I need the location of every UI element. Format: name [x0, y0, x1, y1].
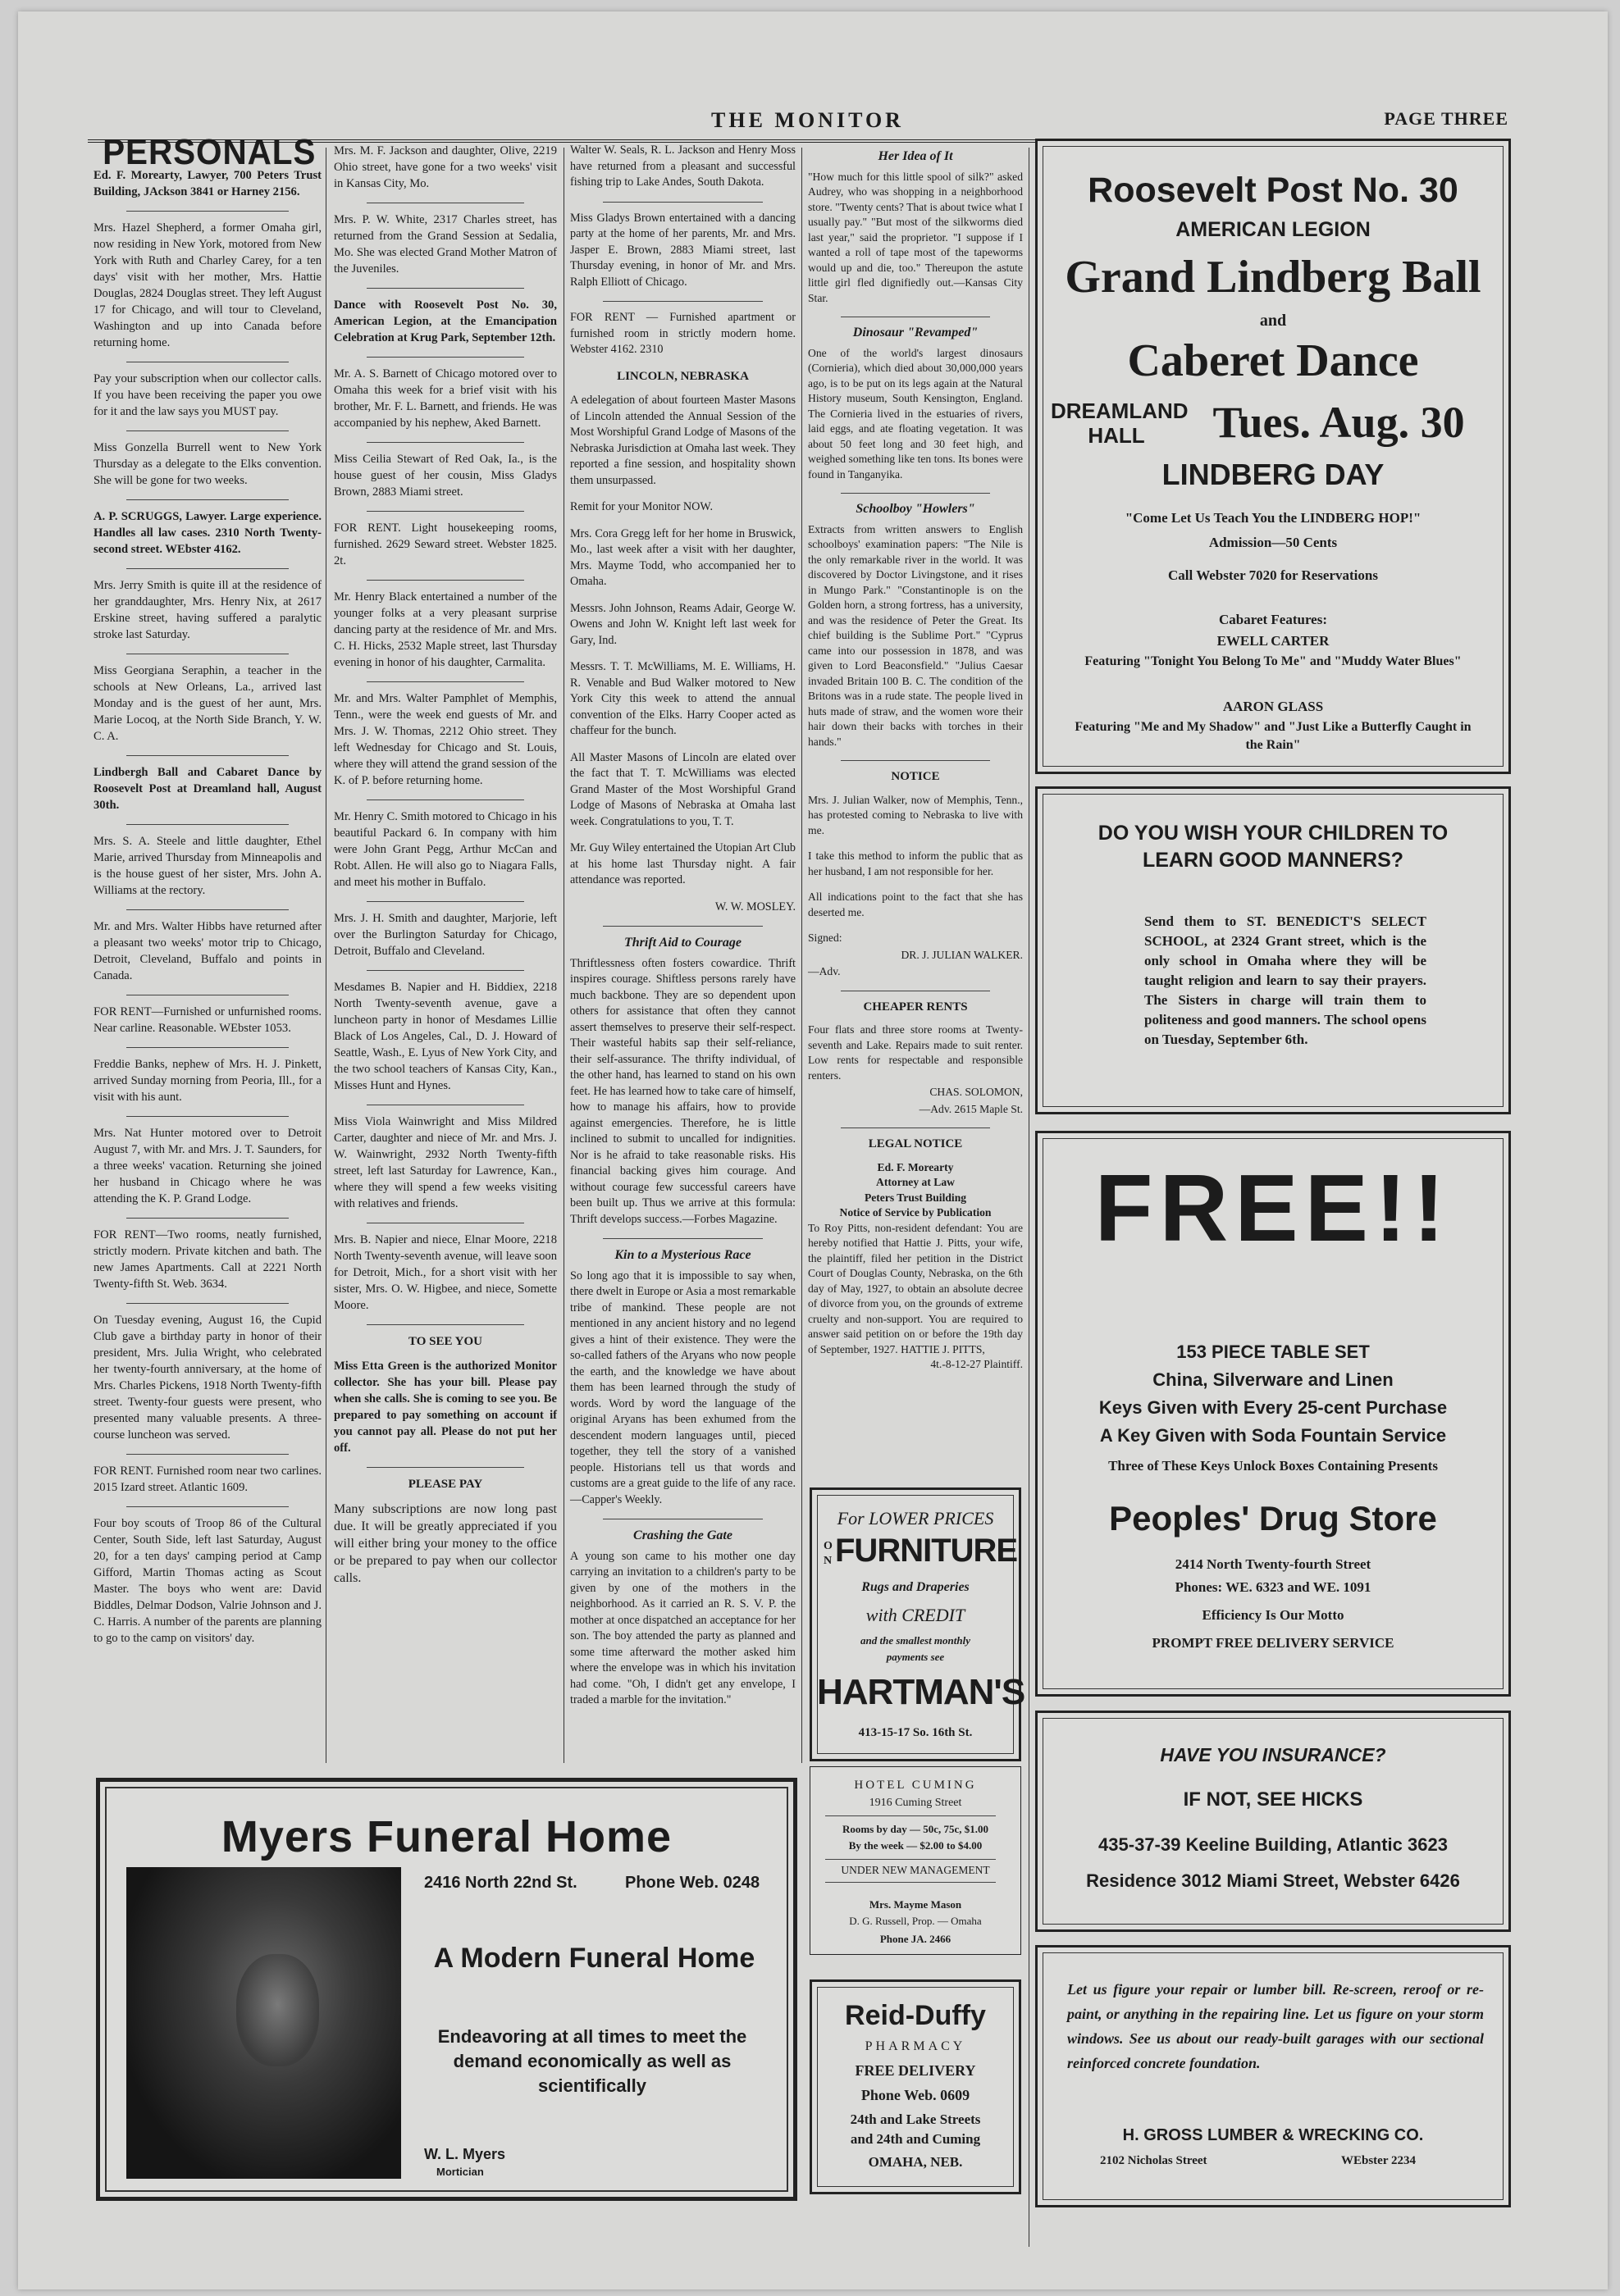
personal-item: Mesdames B. Napier and H. Biddiex, 2218 North Twenty-seventh avenue, gave a luncheon party in honor of Mesdames Lillie Black of Los Angeles, Cal., D. J. Howard of Seattle, Wash., E. Lyus of New York City, and the two school teachers of Kansas City, Kan., Misses Hunt and Hynes. [334, 981, 557, 1092]
personal-item: Freddie Banks, nephew of Mrs. H. J. Pinkett, arrived Sunday morning from Peoria, Ill., for a visit with his aunt. [94, 1058, 322, 1104]
section-divider [603, 1238, 763, 1239]
section-divider [603, 926, 763, 927]
rents-signature: CHAS. SOLOMON, [929, 1086, 1023, 1098]
reservations: Call Webster 7020 for Reservations [1168, 567, 1378, 583]
section-divider [126, 1454, 289, 1455]
page-number: PAGE THREE [1384, 108, 1508, 129]
hartman-name: HARTMAN'S [817, 1672, 1025, 1712]
reid-duffy-location1: 24th and Lake Streets [850, 2112, 981, 2127]
legal-line: Peters Trust Building [864, 1191, 967, 1204]
column-four [808, 143, 1023, 1383]
lincoln-item: Messrs. John Johnson, Reams Adair, George W. Owens and John W. Knight left last week for Gary, Ind. [570, 601, 796, 647]
crashing-heading: Crashing the Gate [633, 1528, 732, 1542]
section-divider [126, 1506, 289, 1507]
myers-modern: A Modern Funeral Home [433, 1943, 755, 1974]
personal-item: Miss Gonzella Burrell went to New York Thursday as a delegate to the Elks convention. She will be gone for two weeks. [94, 441, 322, 487]
newspaper-title: THE MONITOR [711, 108, 904, 132]
hotel-name: HOTEL CUMING [854, 1779, 977, 1792]
caberet-dance: Caberet Dance [1127, 335, 1419, 386]
cabaret-features: Cabaret Features: [1218, 612, 1328, 627]
personal-item: FOR RENT—Furnished or unfurnished rooms. Near carline. Reasonable. WEbster 1053. [94, 1005, 322, 1035]
newspaper-page [18, 11, 1608, 2289]
personal-item: FOR RENT — Furnished apartment or furnished room in strictly modern home. Webster 4162. 2310 [570, 311, 796, 356]
lincoln-item: Mrs. Cora Gregg left for her home in Bruswick, Mo., last week after a visit with her daughter, Mrs. Mayme Todd, who accompanied her to Omaha. [570, 526, 796, 588]
myers-title: Myers Funeral Home [221, 1812, 673, 1861]
kin-text: So long ago that it is impossible to say when, there dwelt in Europe or Asia a most remarkable tribe of mankind. These people are not mentioned in any ancient history and no legend gives a hint of their existence. They were the so-called fathers of the Aryans who now people the earth, and the knowledge we have about them has been learned through the study of words. Word by word the language of the original Aryans has been exhumed from the descendent modern languages until, pieced together, they tell the story of a vanished people. Historians tell us that words and customs are a great guide to the life of any race.—Capper's Weekly. [570, 1269, 796, 1506]
personal-item: Mr. A. S. Barnett of Chicago motored over to Omaha this week for a brief visit with his brother, Mr. F. L. Barnett, and friends. He was accompanied by his nephew, Aked Barnett. [334, 367, 557, 430]
notice-item: Mrs. J. Julian Walker, now of Memphis, Tenn., has protested coming to Nebraska to live with me. [808, 793, 1023, 836]
roosevelt-post-title: Roosevelt Post No. 30 [1088, 171, 1458, 210]
dinosaur-text: One of the world's largest dinosaurs (Cornieria), which died about 30,000,000 years ago, is to be put on its legs again at the Natural History museum, South Kensington, England. The Cornieria lived in the estuaries of rivers, laid eggs, and ate floating vegetation. It was about 50 feet long and 30 feet high, and weighed something like ten tons. Its bones were found in Tanganyika. [808, 346, 1023, 481]
personal-item: Ed. F. Morearty, Lawyer, 700 Peters Trust Building, JAckson 3841 or Harney 2156. [94, 169, 322, 198]
notice-signature: DR. J. JULIAN WALKER. [901, 948, 1023, 961]
schoolboy-text: Extracts from written answers to English schoolboys' examination papers: "The Nile is the only remarkable river in the world. It was discovered by Doctor Livingstone, and it rises in Mungo Park." "Constantinople is on the Golden horn, a strong fortress, has a university, and was the residence of Peter the Great. Its chief building is the Sublime Port." "Cyprus came into our possession in 1878, and was given to Lord Beaconsfield." "Julius Caesar invaded Britain 100 B. C. The condition of the Britons was in a rude state. The people lived in huts made of straw, and the women wore their hair down their backs with torches in their hands." [808, 522, 1023, 748]
hotel-rule [825, 1815, 996, 1816]
section-divider [126, 1303, 289, 1304]
section-divider [367, 442, 524, 443]
personal-item: Dance with Roosevelt Post No. 30, American Legion, at the Emancipation Celebration at Krug Park, September 12th. [334, 298, 557, 344]
reid-duffy-city: OMAHA, NEB. [868, 2154, 963, 2170]
section-divider [126, 211, 289, 212]
section-divider [126, 499, 289, 500]
hotel-management: UNDER NEW MANAGEMENT [841, 1864, 990, 1876]
section-divider [367, 357, 524, 358]
hotel-address: 1916 Cuming Street [869, 1797, 962, 1809]
hotel-phone: Phone JA. 2466 [879, 1933, 951, 1945]
section-divider [126, 824, 289, 825]
section-divider [367, 511, 524, 512]
personal-item: Mrs. M. F. Jackson and daughter, Olive, 2219 Ohio street, have gone for a two weeks' visit in Kansas City, Mo. [334, 144, 557, 190]
personal-item: Miss Ceilia Stewart of Red Oak, Ia., is the house guest of her cousin, Miss Gladys Brown, 2883 Miami street. [334, 453, 557, 499]
free-headline: FREE!! [1094, 1155, 1452, 1261]
performer-2: AARON GLASS [1222, 699, 1324, 714]
section-divider [126, 430, 289, 431]
lumber-address: 2102 Nicholas Street [1100, 2154, 1207, 2167]
section-divider [126, 755, 289, 756]
kin-heading: Kin to a Mysterious Race [614, 1248, 751, 1262]
admission: Admission—50 Cents [1208, 535, 1338, 550]
myers-mortician-role: Mortician [436, 2166, 484, 2178]
personal-item: Mrs. P. W. White, 2317 Charles street, has returned from the Grand Session at Sedalia, Mo. She was elected Grand Mother Matron of the Juveniles. [334, 213, 557, 276]
lumber-phone: WEbster 2234 [1341, 2154, 1416, 2167]
her-idea-text: "How much for this little spool of silk?" asked Audrey, who was shopping in a neighborhood store. "Twenty cents? That is about twice what I usually pay." "But most of the silkworms died last year," said the proprietor. "I suppose if I wanted a roll of tape most of the tapeworms would up and die, too." Thereupon the astute little girl fled dignifiedly out.—Kansas City Star. [808, 170, 1023, 304]
hartman-rugs: Rugs and Draperies [861, 1580, 970, 1594]
personal-item: Mr. and Mrs. Walter Hibbs have returned after a pleasant two weeks' motor trip to Chicago, Detroit, Cleveland, Buffalo and points in Canada. [94, 920, 322, 982]
notice-item: All indications point to the fact that she has deserted me. [808, 891, 1023, 918]
roosevelt-post-ad [1035, 139, 1511, 774]
myers-funeral-home-ad [96, 1778, 797, 2201]
section-divider [603, 301, 763, 302]
insurance-office: 435-37-39 Keeline Building, Atlantic 3623 [1098, 1834, 1448, 1855]
china-silverware: China, Silverware and Linen [1152, 1369, 1394, 1390]
section-divider [367, 580, 524, 581]
dreamland: DREAMLAND [1051, 399, 1189, 423]
grand-lindberg-ball: Grand Lindberg Ball [1065, 252, 1481, 303]
hartman-on: ON [824, 1540, 833, 1567]
section-divider [367, 1467, 524, 1468]
hotel-cuming-ad [810, 1766, 1021, 1955]
legal-end: 4t.-8-12-27 Plaintiff. [930, 1358, 1023, 1370]
hotel-rule [825, 1882, 996, 1883]
hotel-rate-day: Rooms by day — 50c, 75c, $1.00 [842, 1823, 989, 1835]
personal-item: Mrs. J. H. Smith and daughter, Marjorie, left over the Burlington Saturday for Chicago, Detroit, Buffalo and Cleveland. [334, 912, 557, 958]
rents-address: —Adv. 2615 Maple St. [919, 1102, 1023, 1115]
reid-duffy-delivery: FREE DELIVERY [855, 2062, 976, 2079]
and-word: and [1259, 312, 1287, 330]
peoples-drug-store-ad [1035, 1131, 1511, 1697]
legal-line: Attorney at Law [876, 1176, 955, 1188]
event-date: Tues. Aug. 30 [1212, 398, 1465, 447]
personal-item: Mr. Henry C. Smith motored to Chicago in his beautiful Packard 6. In company with him were John Grant Pegg, Arthur McCan and Robt. Allen. He will also go to Niagara Falls, and meet his mother in Buffalo. [334, 810, 557, 889]
personal-item: Mr. Henry Black entertained a number of the younger folks at a very pleasant surprise dancing party at the residence of Mr. and Mrs. C. H. Hicks, 2532 Maple street, last Thursday evening in honor of his daughter, Carmalita. [334, 590, 557, 669]
personal-item: Mrs. B. Napier and niece, Elnar Moore, 2218 North Twenty-seventh avenue, will leave soon for Detroit, Mich., for a short visit with her sister, Mrs. O. W. Higbee, and niece, Somette Moore. [334, 1233, 557, 1312]
legal-line: Notice of Service by Publication [839, 1206, 992, 1219]
column-personals [94, 132, 322, 1657]
personal-item: Lindbergh Ball and Cabaret Dance by Roosevelt Post at Dreamland hall, August 30th. [94, 766, 322, 812]
section-divider [367, 901, 524, 902]
thrift-text: Thriftlessness often fosters cowardice. Thrift inspires courage. Shiftless persons rarely have much backbone. They are so dependent upon others for assistance that often they cannot assert themselves to preserve their self-respect. Their wasteful habits sap their self-reliance, their self-assurance. The thrifty individual, of the other hand, has learned to stand on his own feet. He has learned how to take care of himself, how to manage his affairs, how to provide against emergencies. Therefore, he is little inclined to submit to uncalled for indignities. Nor is he afraid to take reasonable risks. His financial backing gives him courage. And without courage few successful careers have been built up. Thus we arrive at this formula: Thrift develops success.—Forbes Magazine. [570, 956, 796, 1226]
lumber-text: Let us figure your repair or lumber bill. Re-screen, reroof or re-paint, or anything in the repairing line. Let us figure on your storm windows. See us about our ready-built garages with our sectional reinforced concrete foundation. [1067, 1981, 1484, 2071]
section-divider [126, 909, 289, 910]
lindberg-hop-quote: "Come Let Us Teach You the LINDBERG HOP!" [1125, 510, 1421, 526]
lincoln-heading: LINCOLN, NEBRASKA [617, 369, 749, 383]
key-soda-fountain: A Key Given with Soda Fountain Service [1099, 1425, 1447, 1446]
dinosaur-heading: Dinosaur "Revamped" [852, 326, 979, 339]
hotel-rate-week: By the week — $2.00 to $4.00 [848, 1839, 983, 1852]
personal-item: Four boy scouts of Troop 86 of the Cultural Center, South Side, left last Saturday, August 20, for a ten days' camping period at Camp Gifford, Martin Thomas acting as Scout Master. The boys who went are: David Biddles, Delmar Dodson, Valrie Johnson and J. C. Harris. A number of the parents are planning to go to the camp on visitors' day. [94, 1517, 322, 1645]
personal-item: Walter W. Seals, R. L. Jackson and Henry Moss have returned from a pleasant and successful fishing trip to Lake Andes, South Dakota. [570, 144, 796, 189]
hall: HALL [1088, 423, 1145, 448]
hartman-address: 413-15-17 So. 16th St. [858, 1726, 973, 1739]
hartman-payments: payments see [886, 1651, 945, 1663]
please-pay-text: Many subscriptions are now long past due. It will be greatly appreciated if you will either bring your money to the office or be prepared to pay when our collector calls. [334, 1502, 557, 1585]
lincoln-item: Remit for your Monitor NOW. [570, 500, 714, 513]
reid-duffy-pharmacy: PHARMACY [865, 2039, 966, 2053]
section-divider [841, 760, 990, 761]
american-legion: AMERICAN LEGION [1175, 218, 1371, 241]
lincoln-item: Mr. Guy Wiley entertained the Utopian Art Club at his home last Thursday night. A fair attendance was reported. [570, 841, 796, 886]
performer-1-songs: Featuring "Tonight You Belong To Me" and "Muddy Water Blues" [1084, 654, 1462, 668]
section-divider [126, 1116, 289, 1117]
please-pay-heading: PLEASE PAY [408, 1478, 483, 1491]
hartman-credit: with CREDIT [865, 1605, 965, 1625]
personal-item: A. P. SCRUGGS, Lawyer. Large experience. Handles all law cases. 2310 North Twenty-second street. WEbster 4162. [94, 510, 322, 556]
column-two [334, 143, 557, 1597]
personal-item: Mrs. Nat Hunter motored over to Detroit August 7, with Mr. and Mrs. J. T. Saunders, for a three weeks' vacation. Returning she joined her husband in Chicago where he was attending the K. P. Grand Lodge. [94, 1127, 322, 1205]
section-divider [367, 681, 524, 682]
notice-signed: Signed: [808, 932, 842, 944]
personal-item: On Tuesday evening, August 16, the Cupid Club gave a birthday party in honor of their president, Mrs. Julia Wright, who celebrated her twenty-fourth anniversary, at the home of Mrs. Charles Pickens, 1918 North Twenty-fifth street. Twenty-four guests were present, who presented many valuable presents. A three-course luncheon was served. [94, 1314, 322, 1442]
gross-lumber-ad [1035, 1945, 1511, 2207]
lincoln-signature: W. W. MOSLEY. [714, 900, 796, 913]
reid-duffy-location2: and 24th and Cuming [850, 2131, 981, 2147]
lincoln-item: All Master Masons of Lincoln are elated over the fact that T. T. McWilliams was elected Grand Master of the Most Worshipful Grand Lodge of Masons of Nebraska at Omaha last week. Congratulations to you, T. T. [570, 750, 796, 828]
legal-text: To Roy Pitts, non-resident defendant: You are hereby notified that Hattie J. Pitts, your wife, the plaintiff, filed her petition in the District Court of Douglas County, Nebraska, on the 6th day of May, 1927, to obtain an absolute decree of divorce from you, on the grounds of extreme cruelty and non-support. You are required to answer said petition on or before the 19th day of September, 1927. HATTIE J. PITTS, [808, 1221, 1023, 1355]
reid-duffy-pharmacy-ad [810, 1979, 1021, 2194]
keys-unlock: Three of These Keys Unlock Boxes Containing Presents [1108, 1458, 1438, 1474]
hartman-lower-prices: For LOWER PRICES [837, 1508, 994, 1528]
personal-item: Pay your subscription when our collector calls. If you have been receiving the paper you owe for it and the law says you MUST pay. [94, 372, 322, 418]
rents-heading: CHEAPER RENTS [863, 1000, 968, 1014]
lincoln-item: A edelegation of about fourteen Master Masons of Lincoln attended the Annual Session of the Most Worshipful Grand Lodge of Masons of the Nebraska Jurisdiction at Omaha last week. They reported a fine session, and hospitality shown them unsurpassed. [570, 394, 796, 487]
column-rule [801, 148, 802, 1763]
column-three [570, 143, 796, 1720]
portrait-face [236, 1954, 319, 2066]
manners-text: Send them to ST. BENEDICT'S SELECT SCHOOL, at 2324 Grant street, which is the only school in Omaha where they will be taught religion and learn to say their prayers. The Sisters in charge will train them to politeness and good manners. The school opens on Tuesday, September 6th. [1144, 913, 1426, 1047]
personal-item: FOR RENT. Light housekeeping rooms, furnished. 2629 Seward street. Webster 1825. 2t. [334, 522, 557, 567]
personals-heading: PERSONALS [103, 132, 317, 172]
legal-heading: LEGAL NOTICE [868, 1137, 963, 1150]
insurance-see-hicks: IF NOT, SEE HICKS [1183, 1788, 1363, 1811]
personal-item: FOR RENT—Two rooms, neatly furnished, strictly modern. Private kitchen and bath. The new James Apartments. Call at 2221 North Twenty-fifth St. Web. 3634. [94, 1228, 322, 1291]
drug-phones: Phones: WE. 6323 and WE. 1091 [1175, 1579, 1371, 1595]
crashing-text: A young son came to his mother one day carrying an invitation to a children's party to be given by one of the mothers in the neighborhood. As it carried an R. S. V. P. the mother at once dispatched an acceptance for her son. The boy attended the party as planned and some time afterward the mother asked him where the envelope was in which his invitation had come. "Oh, I didn't get any envelope, I traded a marble for the invitation." [570, 1549, 796, 1706]
reid-duffy-name: Reid-Duffy [845, 2000, 986, 2031]
section-divider [126, 568, 289, 569]
personal-item: Mrs. Jerry Smith is quite ill at the residence of her granddaughter, Mrs. Henry Nix, at 2617 Erskine street, having suffered a paralytic stroke last Saturday. [94, 579, 322, 641]
hotel-person: Mrs. Mayme Mason [869, 1898, 962, 1911]
drug-motto: Efficiency Is Our Motto [1202, 1607, 1344, 1623]
peoples-drug-store-name: Peoples' Drug Store [1109, 1499, 1437, 1538]
section-divider [367, 1324, 524, 1325]
hotel-rule [825, 1859, 996, 1860]
collector-notice: Miss Etta Green is the authorized Monitor collector. She has your bill. Please pay when she calls. She is coming to see you. Be prepared to pay something on account if you cannot pay all. Please do not put her off. [334, 1360, 557, 1455]
legal-line: Ed. F. Morearty [877, 1160, 954, 1173]
myers-text: Endeavoring at all times to meet the demand economically as well as scientifically [437, 2026, 747, 2096]
myers-mortician-name: W. L. Myers [424, 2146, 506, 2162]
st-benedicts-school-ad [1035, 786, 1511, 1114]
myers-phone: Phone Web. 0248 [625, 1874, 760, 1892]
personal-item: Mrs. S. A. Steele and little daughter, Ethel Marie, arrived Thursday from Minneapolis and is the house guest of her sister, Mrs. John A. Williams at the rectory. [94, 835, 322, 897]
personal-item: Mrs. Hazel Shepherd, a former Omaha girl, now residing in New York, motored from New York with Ruth and Charley Carey, for a ten days' visit with her mother, Mrs. Hattie Douglas, 2824 Douglas street. They left August 17 for Chicago, and will tour to Cleveland, Washington and up into Canada before returning home. [94, 221, 322, 349]
section-divider [841, 493, 990, 494]
section-divider [367, 288, 524, 289]
notice-adv: —Adv. [808, 965, 841, 977]
lincoln-item: Messrs. T. T. McWilliams, M. E. Williams, H. R. Venable and Bud Walker motored to New York City this week to attend the annual convention of the Elks. Harry Cooper acted as chaffeur for the bunch. [570, 660, 796, 737]
notice-heading: NOTICE [891, 770, 940, 783]
drug-address: 2414 North Twenty-fourth Street [1175, 1556, 1371, 1572]
personal-item: Miss Gladys Brown entertained with a dancing party at the home of her parents, Mr. and Mrs. Jasper E. Brown, 2883 Miami street, last Thursday evening, in honor of Mr. and Mrs. Ralph Elliott of Chicago. [570, 211, 796, 289]
notice-item: I take this method to inform the public that as her husband, I am not responsible for her. [808, 850, 1023, 877]
personal-item: Mr. and Mrs. Walter Pamphlet of Memphis, Tenn., were the week end guests of Mr. and Mrs. J. W. Thomas, 2212 Ohio street. They left Wednesday for Chicago and St. Louis, where they will attend the grand session of the K. of P. before returning home. [334, 692, 557, 787]
rents-text: Four flats and three store rooms at Twenty-seventh and Lake. Repairs made to suit renter. Low rents for respectable and responsible renters. [808, 1023, 1023, 1082]
hotel-prop: D. G. Russell, Prop. — Omaha [849, 1915, 982, 1927]
reid-duffy-phone: Phone Web. 0609 [860, 2087, 970, 2103]
schoolboy-heading: Schoolboy "Howlers" [856, 502, 975, 516]
her-idea-heading: Her Idea of It [878, 149, 953, 163]
section-divider [367, 970, 524, 971]
section-divider [126, 1218, 289, 1219]
table-set: 153 PIECE TABLE SET [1176, 1342, 1370, 1362]
portrait-photo [126, 1867, 401, 2179]
hartman-furniture-ad [810, 1487, 1025, 1761]
performer-2-songs: Featuring "Me and My Shadow" and "Just Like a Butterfly Caught in the Rain" [1075, 720, 1472, 752]
section-divider [126, 1047, 289, 1048]
hicks-insurance-ad [1035, 1711, 1511, 1932]
personal-item: FOR RENT. Furnished room near two carlines. 2015 Izard street. Atlantic 1609. [94, 1465, 322, 1494]
insurance-residence: Residence 3012 Miami Street, Webster 6426 [1086, 1870, 1460, 1891]
personal-item: Miss Viola Wainwright and Miss Mildred Carter, daughter and niece of Mr. and Mrs. J. W. Wainwright, 2932 North Twenty-fifth street, left last Saturday for Lawrence, Kan., where they will spend a few weeks visiting with relatives and friends. [334, 1115, 557, 1210]
myers-address: 2416 North 22nd St. [424, 1874, 577, 1892]
insurance-question: HAVE YOU INSURANCE? [1160, 1744, 1386, 1765]
drug-delivery: PROMPT FREE DELIVERY SERVICE [1152, 1635, 1394, 1651]
manners-heading: DO YOU WISH YOUR CHILDREN TO LEARN GOOD MANNERS? [1097, 822, 1449, 872]
lumber-company: H. GROSS LUMBER & WRECKING CO. [1122, 2126, 1424, 2144]
keys-purchase: Keys Given with Every 25-cent Purchase [1098, 1397, 1448, 1418]
hartman-furniture: FURNITURE [835, 1533, 1018, 1569]
section-divider [603, 202, 763, 203]
lindberg-day: LINDBERG DAY [1161, 458, 1385, 491]
performer-1: EWELL CARTER [1216, 633, 1330, 649]
personal-item: Miss Georgiana Seraphin, a teacher in the schools at New Orleans, La., arrived last Monday and is the guest of her aunt, Mrs. Marie Locoq, at the North Side Branch, Y. W. C. A. [94, 664, 322, 743]
thrift-heading: Thrift Aid to Courage [624, 936, 742, 950]
hartman-smallest: and the smallest monthly [860, 1634, 970, 1647]
to-see-you-heading: TO SEE YOU [408, 1335, 483, 1348]
